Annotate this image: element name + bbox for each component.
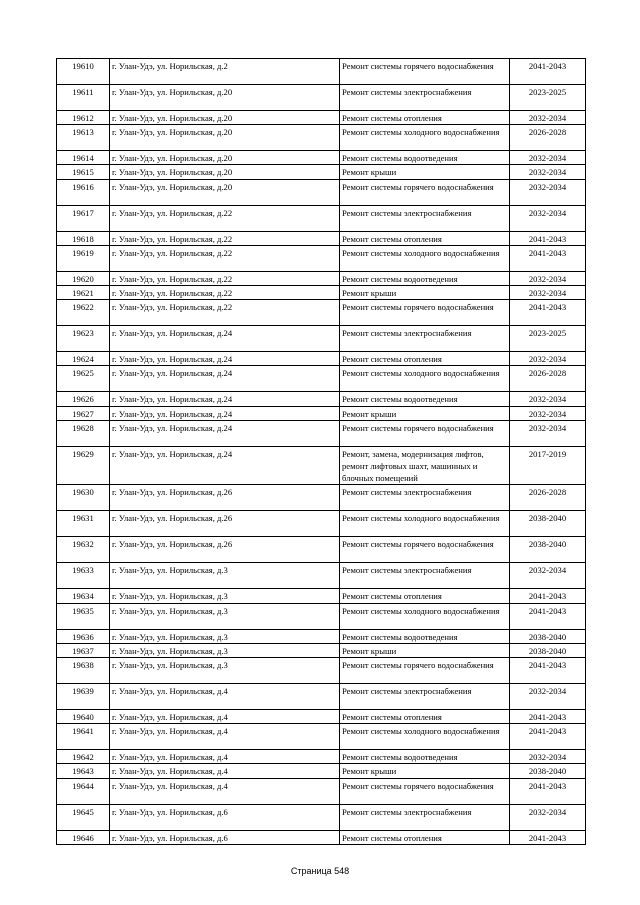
table-row — [57, 125, 586, 151]
row-number: 19646 — [57, 830, 110, 844]
address-cell: г. Улан-Удэ, ул. Норильская, д.3 — [110, 643, 340, 657]
row-number: 19611 — [57, 85, 110, 111]
table-row — [57, 778, 586, 804]
table-row — [57, 179, 586, 205]
work-type-cell: Ремонт системы горячего водоснабжения — [340, 300, 510, 326]
address-cell: г. Улан-Удэ, ул. Норильская, д.24 — [110, 446, 340, 485]
table-row — [57, 205, 586, 231]
table-row — [57, 326, 586, 352]
work-type-cell: Ремонт системы водоотведения — [340, 271, 510, 285]
work-type-cell: Ремонт системы горячего водоснабжения — [340, 420, 510, 446]
row-number: 19643 — [57, 764, 110, 778]
table-row — [57, 406, 586, 420]
address-cell: г. Улан-Удэ, ул. Норильская, д.3 — [110, 603, 340, 629]
table-row — [57, 59, 586, 85]
row-number: 19622 — [57, 300, 110, 326]
address-cell: г. Улан-Удэ, ул. Норильская, д.6 — [110, 804, 340, 830]
address-cell: г. Улан-Удэ, ул. Норильская, д.4 — [110, 710, 340, 724]
table-row — [57, 352, 586, 366]
table-row — [57, 563, 586, 589]
period-cell: 2017-2019 — [510, 446, 586, 485]
work-type-cell: Ремонт крыши — [340, 764, 510, 778]
work-type-cell: Ремонт системы водоотведения — [340, 629, 510, 643]
table-row — [57, 485, 586, 511]
address-cell: г. Улан-Удэ, ул. Норильская, д.24 — [110, 392, 340, 406]
row-number: 19615 — [57, 165, 110, 179]
address-cell: г. Улан-Удэ, ул. Норильская, д.24 — [110, 406, 340, 420]
table-row — [57, 684, 586, 710]
table-row — [57, 511, 586, 537]
table-row — [57, 271, 586, 285]
work-type-cell: Ремонт системы отопления — [340, 589, 510, 603]
address-cell: г. Улан-Удэ, ул. Норильская, д.3 — [110, 563, 340, 589]
row-number: 19624 — [57, 352, 110, 366]
table-row — [57, 446, 586, 485]
period-cell: 2041-2043 — [510, 59, 586, 85]
row-number: 19614 — [57, 151, 110, 165]
row-number: 19626 — [57, 392, 110, 406]
work-type-cell: Ремонт системы электроснабжения — [340, 85, 510, 111]
address-cell: г. Улан-Удэ, ул. Норильская, д.20 — [110, 85, 340, 111]
period-cell: 2023-2025 — [510, 326, 586, 352]
work-type-cell: Ремонт системы горячего водоснабжения — [340, 537, 510, 563]
work-type-cell: Ремонт системы холодного водоснабжения — [340, 125, 510, 151]
period-cell: 2038-2040 — [510, 764, 586, 778]
row-number: 19630 — [57, 485, 110, 511]
work-type-cell: Ремонт системы горячего водоснабжения — [340, 658, 510, 684]
row-number: 19610 — [57, 59, 110, 85]
address-cell: г. Улан-Удэ, ул. Норильская, д.26 — [110, 485, 340, 511]
row-number: 19641 — [57, 724, 110, 750]
period-cell: 2041-2043 — [510, 300, 586, 326]
work-type-cell: Ремонт, замена, модернизация лифтов, ремонт лифтовых шахт, машинных и блочных помещений — [340, 446, 510, 485]
row-number: 19645 — [57, 804, 110, 830]
row-number: 19625 — [57, 366, 110, 392]
work-type-cell: Ремонт системы электроснабжения — [340, 563, 510, 589]
work-type-cell: Ремонт системы отопления — [340, 352, 510, 366]
period-cell: 2041-2043 — [510, 830, 586, 844]
address-cell: г. Улан-Удэ, ул. Норильская, д.3 — [110, 589, 340, 603]
period-cell: 2032-2034 — [510, 205, 586, 231]
work-type-cell: Ремонт системы электроснабжения — [340, 485, 510, 511]
row-number: 19613 — [57, 125, 110, 151]
period-cell: 2041-2043 — [510, 710, 586, 724]
period-cell: 2026-2028 — [510, 125, 586, 151]
address-cell: г. Улан-Удэ, ул. Норильская, д.4 — [110, 764, 340, 778]
address-cell: г. Улан-Удэ, ул. Норильская, д.26 — [110, 511, 340, 537]
period-cell: 2032-2034 — [510, 271, 586, 285]
address-cell: г. Улан-Удэ, ул. Норильская, д.24 — [110, 326, 340, 352]
work-type-cell: Ремонт системы горячего водоснабжения — [340, 778, 510, 804]
row-number: 19642 — [57, 750, 110, 764]
table-row — [57, 603, 586, 629]
address-cell: г. Улан-Удэ, ул. Норильская, д.2 — [110, 59, 340, 85]
table-row — [57, 764, 586, 778]
period-cell: 2032-2034 — [510, 684, 586, 710]
address-cell: г. Улан-Удэ, ул. Норильская, д.24 — [110, 420, 340, 446]
table-row — [57, 286, 586, 300]
work-type-cell: Ремонт системы водоотведения — [340, 392, 510, 406]
table-row — [57, 165, 586, 179]
period-cell: 2038-2040 — [510, 537, 586, 563]
table-row — [57, 830, 586, 844]
table-row — [57, 589, 586, 603]
table-row — [57, 420, 586, 446]
period-cell: 2023-2025 — [510, 85, 586, 111]
address-cell: г. Улан-Удэ, ул. Норильская, д.3 — [110, 629, 340, 643]
work-type-cell: Ремонт системы отопления — [340, 231, 510, 245]
period-cell: 2026-2028 — [510, 485, 586, 511]
row-number: 19638 — [57, 658, 110, 684]
period-cell: 2041-2043 — [510, 589, 586, 603]
row-number: 19633 — [57, 563, 110, 589]
period-cell: 2032-2034 — [510, 406, 586, 420]
work-type-cell: Ремонт системы холодного водоснабжения — [340, 366, 510, 392]
row-number: 19619 — [57, 245, 110, 271]
work-type-cell: Ремонт крыши — [340, 406, 510, 420]
row-number: 19620 — [57, 271, 110, 285]
address-cell: г. Улан-Удэ, ул. Норильская, д.20 — [110, 165, 340, 179]
table-row — [57, 151, 586, 165]
address-cell: г. Улан-Удэ, ул. Норильская, д.20 — [110, 151, 340, 165]
row-number: 19627 — [57, 406, 110, 420]
period-cell: 2041-2043 — [510, 231, 586, 245]
address-cell: г. Улан-Удэ, ул. Норильская, д.22 — [110, 205, 340, 231]
work-type-cell: Ремонт системы водоотведения — [340, 750, 510, 764]
row-number: 19639 — [57, 684, 110, 710]
table-row — [57, 537, 586, 563]
table-row — [57, 366, 586, 392]
page-number: Страница 548 — [290, 866, 350, 876]
address-cell: г. Улан-Удэ, ул. Норильская, д.20 — [110, 179, 340, 205]
row-number: 19640 — [57, 710, 110, 724]
period-cell: 2041-2043 — [510, 603, 586, 629]
address-cell: г. Улан-Удэ, ул. Норильская, д.3 — [110, 658, 340, 684]
period-cell: 2032-2034 — [510, 151, 586, 165]
row-number: 19612 — [57, 111, 110, 125]
period-cell: 2032-2034 — [510, 563, 586, 589]
table-row — [57, 750, 586, 764]
row-number: 19623 — [57, 326, 110, 352]
work-type-cell: Ремонт крыши — [340, 643, 510, 657]
period-cell: 2032-2034 — [510, 804, 586, 830]
row-number: 19632 — [57, 537, 110, 563]
work-type-cell: Ремонт системы электроснабжения — [340, 205, 510, 231]
table-row — [57, 643, 586, 657]
period-cell: 2032-2034 — [510, 111, 586, 125]
work-type-cell: Ремонт системы холодного водоснабжения — [340, 603, 510, 629]
row-number: 19617 — [57, 205, 110, 231]
address-cell: г. Улан-Удэ, ул. Норильская, д.22 — [110, 286, 340, 300]
address-cell: г. Улан-Удэ, ул. Норильская, д.22 — [110, 231, 340, 245]
address-cell: г. Улан-Удэ, ул. Норильская, д.20 — [110, 125, 340, 151]
period-cell: 2038-2040 — [510, 511, 586, 537]
table-row — [57, 724, 586, 750]
works-table-body — [57, 59, 586, 845]
address-cell: г. Улан-Удэ, ул. Норильская, д.20 — [110, 111, 340, 125]
work-type-cell: Ремонт крыши — [340, 286, 510, 300]
row-number: 19621 — [57, 286, 110, 300]
address-cell: г. Улан-Удэ, ул. Норильская, д.6 — [110, 830, 340, 844]
period-cell: 2032-2034 — [510, 392, 586, 406]
address-cell: г. Улан-Удэ, ул. Норильская, д.22 — [110, 245, 340, 271]
work-type-cell: Ремонт системы горячего водоснабжения — [340, 59, 510, 85]
period-cell: 2032-2034 — [510, 286, 586, 300]
work-type-cell: Ремонт системы отопления — [340, 710, 510, 724]
work-type-cell: Ремонт системы электроснабжения — [340, 684, 510, 710]
table-row — [57, 300, 586, 326]
table-row — [57, 111, 586, 125]
row-number: 19631 — [57, 511, 110, 537]
work-type-cell: Ремонт системы горячего водоснабжения — [340, 179, 510, 205]
work-type-cell: Ремонт системы холодного водоснабжения — [340, 245, 510, 271]
work-type-cell: Ремонт системы холодного водоснабжения — [340, 724, 510, 750]
row-number: 19628 — [57, 420, 110, 446]
row-number: 19634 — [57, 589, 110, 603]
address-cell: г. Улан-Удэ, ул. Норильская, д.4 — [110, 750, 340, 764]
address-cell: г. Улан-Удэ, ул. Норильская, д.24 — [110, 352, 340, 366]
row-number: 19644 — [57, 778, 110, 804]
work-type-cell: Ремонт системы электроснабжения — [340, 804, 510, 830]
period-cell: 2032-2034 — [510, 179, 586, 205]
period-cell: 2032-2034 — [510, 352, 586, 366]
work-type-cell: Ремонт системы водоотведения — [340, 151, 510, 165]
period-cell: 2038-2040 — [510, 629, 586, 643]
work-type-cell: Ремонт системы электроснабжения — [340, 326, 510, 352]
period-cell: 2038-2040 — [510, 643, 586, 657]
row-number: 19636 — [57, 629, 110, 643]
row-number: 19635 — [57, 603, 110, 629]
work-type-cell: Ремонт системы холодного водоснабжения — [340, 511, 510, 537]
table-row — [57, 658, 586, 684]
period-cell: 2041-2043 — [510, 658, 586, 684]
table-row — [57, 710, 586, 724]
address-cell: г. Улан-Удэ, ул. Норильская, д.22 — [110, 300, 340, 326]
period-cell: 2026-2028 — [510, 366, 586, 392]
table-row — [57, 245, 586, 271]
address-cell: г. Улан-Удэ, ул. Норильская, д.4 — [110, 724, 340, 750]
table-row — [57, 629, 586, 643]
address-cell: г. Улан-Удэ, ул. Норильская, д.26 — [110, 537, 340, 563]
period-cell: 2041-2043 — [510, 778, 586, 804]
address-cell: г. Улан-Удэ, ул. Норильская, д.24 — [110, 366, 340, 392]
row-number: 19629 — [57, 446, 110, 485]
row-number: 19616 — [57, 179, 110, 205]
work-type-cell: Ремонт системы отопления — [340, 111, 510, 125]
period-cell: 2041-2043 — [510, 724, 586, 750]
row-number: 19637 — [57, 643, 110, 657]
table-row — [57, 231, 586, 245]
table-row — [57, 85, 586, 111]
period-cell: 2032-2034 — [510, 750, 586, 764]
works-table — [56, 58, 586, 845]
period-cell: 2032-2034 — [510, 420, 586, 446]
work-type-cell: Ремонт системы отопления — [340, 830, 510, 844]
address-cell: г. Улан-Удэ, ул. Норильская, д.4 — [110, 778, 340, 804]
row-number: 19618 — [57, 231, 110, 245]
address-cell: г. Улан-Удэ, ул. Норильская, д.4 — [110, 684, 340, 710]
address-cell: г. Улан-Удэ, ул. Норильская, д.22 — [110, 271, 340, 285]
period-cell: 2032-2034 — [510, 165, 586, 179]
table-row — [57, 392, 586, 406]
period-cell: 2041-2043 — [510, 245, 586, 271]
table-row — [57, 804, 586, 830]
work-type-cell: Ремонт крыши — [340, 165, 510, 179]
